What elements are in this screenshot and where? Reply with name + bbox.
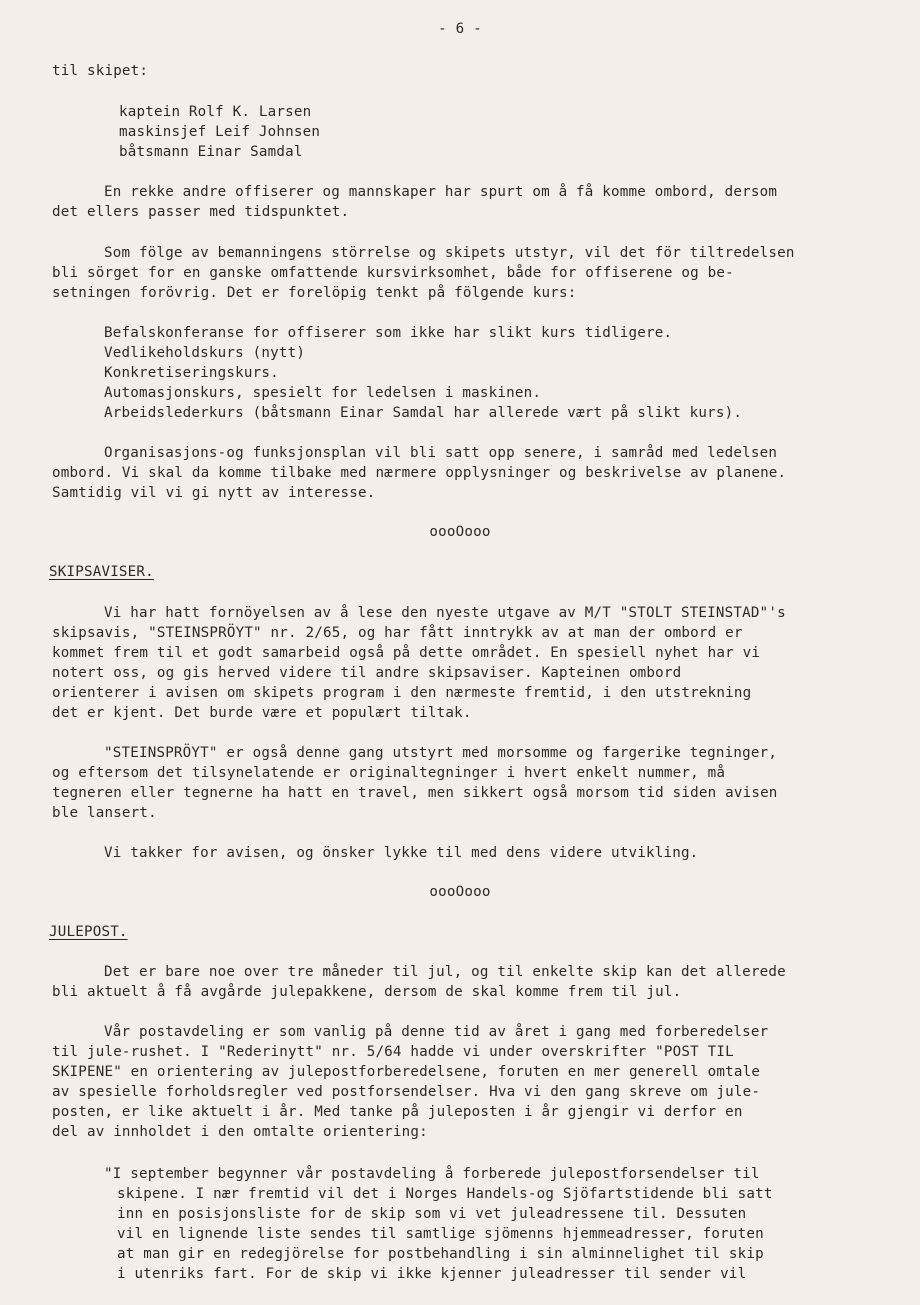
paragraph-line: ombord. Vi skal da komme tilbake med nærmere opplysninger og beskrivelse av planene. xyxy=(52,465,787,481)
crew-intro: til skipet: xyxy=(52,63,149,79)
paragraph-line: "STEINSPRÖYT" er også denne gang utstyrt med morsomme og fargerike tegninger, xyxy=(104,745,778,761)
paragraph-line: notert oss, og gis herved videre til andre skipsaviser. Kapteinen ombord xyxy=(52,665,682,681)
section-separator: oooOooo xyxy=(429,884,491,900)
paragraph-line: ble lansert. xyxy=(52,805,157,821)
paragraph-line: det er kjent. Det burde være et populært tiltak. xyxy=(52,705,472,721)
section-heading-skipsaviser: SKIPSAVISER. xyxy=(49,564,154,580)
paragraph-line: Vi har hatt fornöyelsen av å lese den nyeste utgave av M/T "STOLT STEINSTAD"'s xyxy=(104,605,786,621)
quote-line: skipene. I nær fremtid vil det i Norges Handels-og Sjöfartstidende bli satt xyxy=(117,1186,773,1202)
course-item: Automasjonskurs, spesielt for ledelsen i maskinen. xyxy=(104,385,542,401)
quote-line: inn en posisjonsliste for de skip som vi vet juleadressene til. Dessuten xyxy=(117,1206,747,1222)
section-separator: oooOooo xyxy=(429,524,491,540)
quote-line: at man gir en redegjörelse for postbehandling i sin alminnelighet til skip xyxy=(117,1246,764,1262)
paragraph-line: Organisasjons-og funksjonsplan vil bli satt opp senere, i samråd med ledelsen xyxy=(104,445,778,461)
paragraph-line: Samtidig vil vi gi nytt av interesse. xyxy=(52,485,376,501)
paragraph-line: SKIPENE" en orientering av julepostforberedelsene, foruten en mer generell omtale xyxy=(52,1064,761,1080)
quote-line: i utenriks fart. For de skip vi ikke kjenner juleadresser til sender vil xyxy=(117,1266,747,1282)
crew-member: båtsmann Einar Samdal xyxy=(119,144,303,160)
paragraph-line: orienterer i avisen om skipets program i den nærmeste fremtid, i den utstrekning xyxy=(52,685,752,701)
section-heading-julepost: JULEPOST. xyxy=(49,924,128,940)
paragraph-line: kommet frem til et godt samarbeid også på dette området. En spesiell nyhet har vi xyxy=(52,645,761,661)
course-item: Arbeidslederkurs (båtsmann Einar Samdal har allerede vært på slikt kurs). xyxy=(104,405,743,421)
quote-line: vil en lignende liste sendes til samtlige sjömenns hjemmeadresser, foruten xyxy=(117,1226,764,1242)
crew-member: kaptein Rolf K. Larsen xyxy=(119,104,312,120)
crew-member: maskinsjef Leif Johnsen xyxy=(119,124,321,140)
paragraph-line: skipsavis, "STEINSPRÖYT" nr. 2/65, og har fått inntrykk av at man der ombord er xyxy=(52,625,743,641)
paragraph-line: bli aktuelt å få avgårde julepakkene, dersom de skal komme frem til jul. xyxy=(52,984,682,1000)
course-item: Befalskonferanse for offiserer som ikke har slikt kurs tidligere. xyxy=(104,325,673,341)
paragraph-line: del av innholdet i den omtalte orientering: xyxy=(52,1124,428,1140)
paragraph-line: Som fölge av bemanningens störrelse og skipets utstyr, vil det för tiltredelsen xyxy=(104,245,795,261)
course-item: Konkretiseringskurs. xyxy=(104,365,279,381)
paragraph-line: Vi takker for avisen, og önsker lykke til med dens videre utvikling. xyxy=(104,845,699,861)
paragraph-line: og eftersom det tilsynelatende er originaltegninger i hvert enkelt nummer, må xyxy=(52,765,726,781)
paragraph-line: Vår postavdeling er som vanlig på denne tid av året i gang med forberedelser xyxy=(104,1024,769,1040)
course-item: Vedlikeholdskurs (nytt) xyxy=(104,345,306,361)
paragraph-line: tegneren eller tegnerne ha hatt en travel, men sikkert også morsom tid siden avisen xyxy=(52,785,778,801)
paragraph-line: En rekke andre offiserer og mannskaper har spurt om å få komme ombord, dersom xyxy=(104,184,778,200)
paragraph-line: posten, er like aktuelt i år. Med tanke på juleposten i år gjengir vi derfor en xyxy=(52,1104,743,1120)
paragraph-line: det ellers passer med tidspunktet. xyxy=(52,204,350,220)
paragraph-line: setningen forövrig. Det er forelöpig tenkt på fölgende kurs: xyxy=(52,285,577,301)
paragraph-line: Det er bare noe over tre måneder til jul, og til enkelte skip kan det allerede xyxy=(104,964,786,980)
paragraph-line: til jule-rushet. I "Rederinytt" nr. 5/64 hadde vi under overskrifter "POST TIL xyxy=(52,1044,734,1060)
paragraph-line: bli sörget for en ganske omfattende kursvirksomhet, både for offiserene og be- xyxy=(52,265,734,281)
quote-line: "I september begynner vår postavdeling å forberede julepostforsendelser til xyxy=(104,1166,760,1182)
paragraph-line: av spesielle forholdsregler ved postforsendelser. Hva vi den gang skreve om jule- xyxy=(52,1084,761,1100)
page-number: - 6 - xyxy=(438,21,482,37)
